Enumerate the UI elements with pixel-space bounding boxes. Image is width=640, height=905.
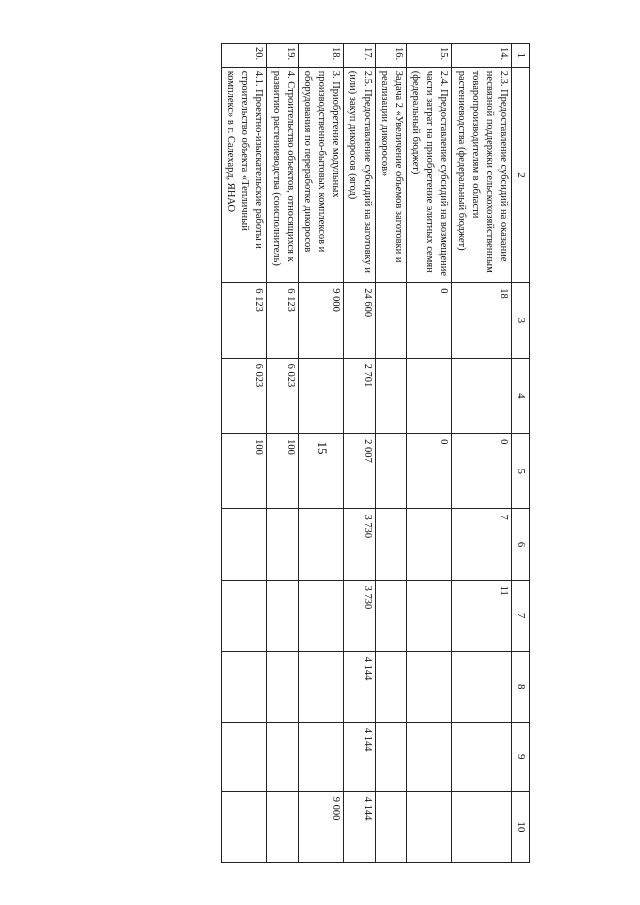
- col-4-value: 6 023: [267, 358, 298, 433]
- row-number: 20.: [221, 44, 267, 68]
- col-9-value: 4 144: [344, 722, 375, 791]
- col-5-value: [375, 434, 406, 509]
- col-9-value: [221, 722, 267, 791]
- col-6-value: [298, 509, 344, 580]
- col-5-value: 100: [221, 434, 267, 509]
- row-description: 4. Строительство объектов, относящихся к развитию растениеводства (соисполнитель): [267, 67, 298, 283]
- column-header: 7: [512, 580, 530, 651]
- col-8-value: [267, 651, 298, 722]
- row-number: 17.: [344, 44, 375, 68]
- column-header: 2: [512, 67, 530, 283]
- row-number: 15.: [406, 44, 452, 68]
- col-9-value: [267, 722, 298, 791]
- row-number: 18.: [298, 44, 344, 68]
- col-10-value: [221, 791, 267, 862]
- row-number: 14.: [452, 44, 512, 68]
- page-number: 15: [315, 441, 330, 455]
- col-4-value: [406, 358, 452, 433]
- col-8-value: [298, 651, 344, 722]
- col-3-value: 24 600: [344, 283, 375, 358]
- col-3-value: 9 000: [298, 283, 344, 358]
- col-7-value: [406, 580, 452, 651]
- col-9-value: [406, 722, 452, 791]
- row-number: 16.: [375, 44, 406, 68]
- col-10-value: [267, 791, 298, 862]
- col-8-value: [221, 651, 267, 722]
- table-row: [298, 44, 344, 863]
- col-4-value: [298, 358, 344, 433]
- column-header: 4: [512, 358, 530, 433]
- col-10-value: [375, 791, 406, 862]
- col-5-value: 2 007: [344, 434, 375, 509]
- col-8-value: [406, 651, 452, 722]
- table-row: [344, 44, 375, 863]
- col-6-value: [406, 509, 452, 580]
- col-4-value: 6 023: [221, 358, 267, 433]
- col-6-value: [221, 509, 267, 580]
- col-9-value: [375, 722, 406, 791]
- column-header: 3: [512, 283, 530, 358]
- col-9-value: [298, 722, 344, 791]
- column-header: 1: [512, 44, 530, 68]
- table-row: [375, 44, 406, 863]
- row-description: 4.1. Проектно-изыскательские работы и строительство объекта «Тепличный комплекс» в г. Салехард, ЯНАО: [221, 67, 267, 283]
- column-header: 8: [512, 651, 530, 722]
- col-6-value: 3 730: [344, 509, 375, 580]
- column-header: 5: [512, 434, 530, 509]
- col-5-value: 100: [267, 434, 298, 509]
- column-header: 10: [512, 791, 530, 862]
- col-6-value: 7: [452, 509, 512, 580]
- col-9-value: [452, 722, 512, 791]
- table-row: [452, 44, 512, 863]
- col-7-value: [221, 580, 267, 651]
- row-number: 19.: [267, 44, 298, 68]
- table-row: [221, 44, 267, 863]
- column-header: 6: [512, 509, 530, 580]
- col-7-value: 3 730: [344, 580, 375, 651]
- col-10-value: 9 000: [298, 791, 344, 862]
- table-row: [267, 44, 298, 863]
- col-3-value: 0: [406, 283, 452, 358]
- col-7-value: [267, 580, 298, 651]
- col-10-value: 4 144: [344, 791, 375, 862]
- col-5-value: 0: [452, 434, 512, 509]
- row-description: 3. Приобретение модульных производственно-бытовых комплексов и оборудования по переработке дикоросов: [298, 67, 344, 283]
- col-4-value: 2 701: [344, 358, 375, 433]
- col-8-value: 4 144: [344, 651, 375, 722]
- col-8-value: [452, 651, 512, 722]
- financing-table: [221, 43, 530, 863]
- col-4-value: [452, 358, 512, 433]
- col-7-value: [375, 580, 406, 651]
- col-10-value: [452, 791, 512, 862]
- col-3-value: 18: [452, 283, 512, 358]
- col-3-value: [375, 283, 406, 358]
- table-header-row: [512, 44, 530, 863]
- rotated-page-content: [110, 43, 530, 863]
- col-4-value: [375, 358, 406, 433]
- col-6-value: [267, 509, 298, 580]
- col-7-value: 11: [452, 580, 512, 651]
- col-6-value: [375, 509, 406, 580]
- row-description: Задача 2 «Увеличение объемов заготовки и реализации дикоросов»: [375, 67, 406, 283]
- row-description: 2.5. Предоставление субсидий на заготовку и (или) закуп дикоросов (ягод): [344, 67, 375, 283]
- col-5-value: 0: [406, 434, 452, 509]
- table-row: [406, 44, 452, 863]
- col-5-value: [298, 434, 344, 509]
- col-3-value: 6 123: [221, 283, 267, 358]
- col-7-value: [298, 580, 344, 651]
- col-10-value: [406, 791, 452, 862]
- row-description: 2.3. Предоставление субсидий на оказание несвязной поддержки сельскохозяйственным товаропроизводителям в области растениеводства (федеральный бюджет): [452, 67, 512, 283]
- col-8-value: [375, 651, 406, 722]
- column-header: 9: [512, 722, 530, 791]
- row-description: 2.4. Предоставление субсидий на возмещение части затрат на приобретение элитных семян (федеральный бюджет): [406, 67, 452, 283]
- col-3-value: 6 123: [267, 283, 298, 358]
